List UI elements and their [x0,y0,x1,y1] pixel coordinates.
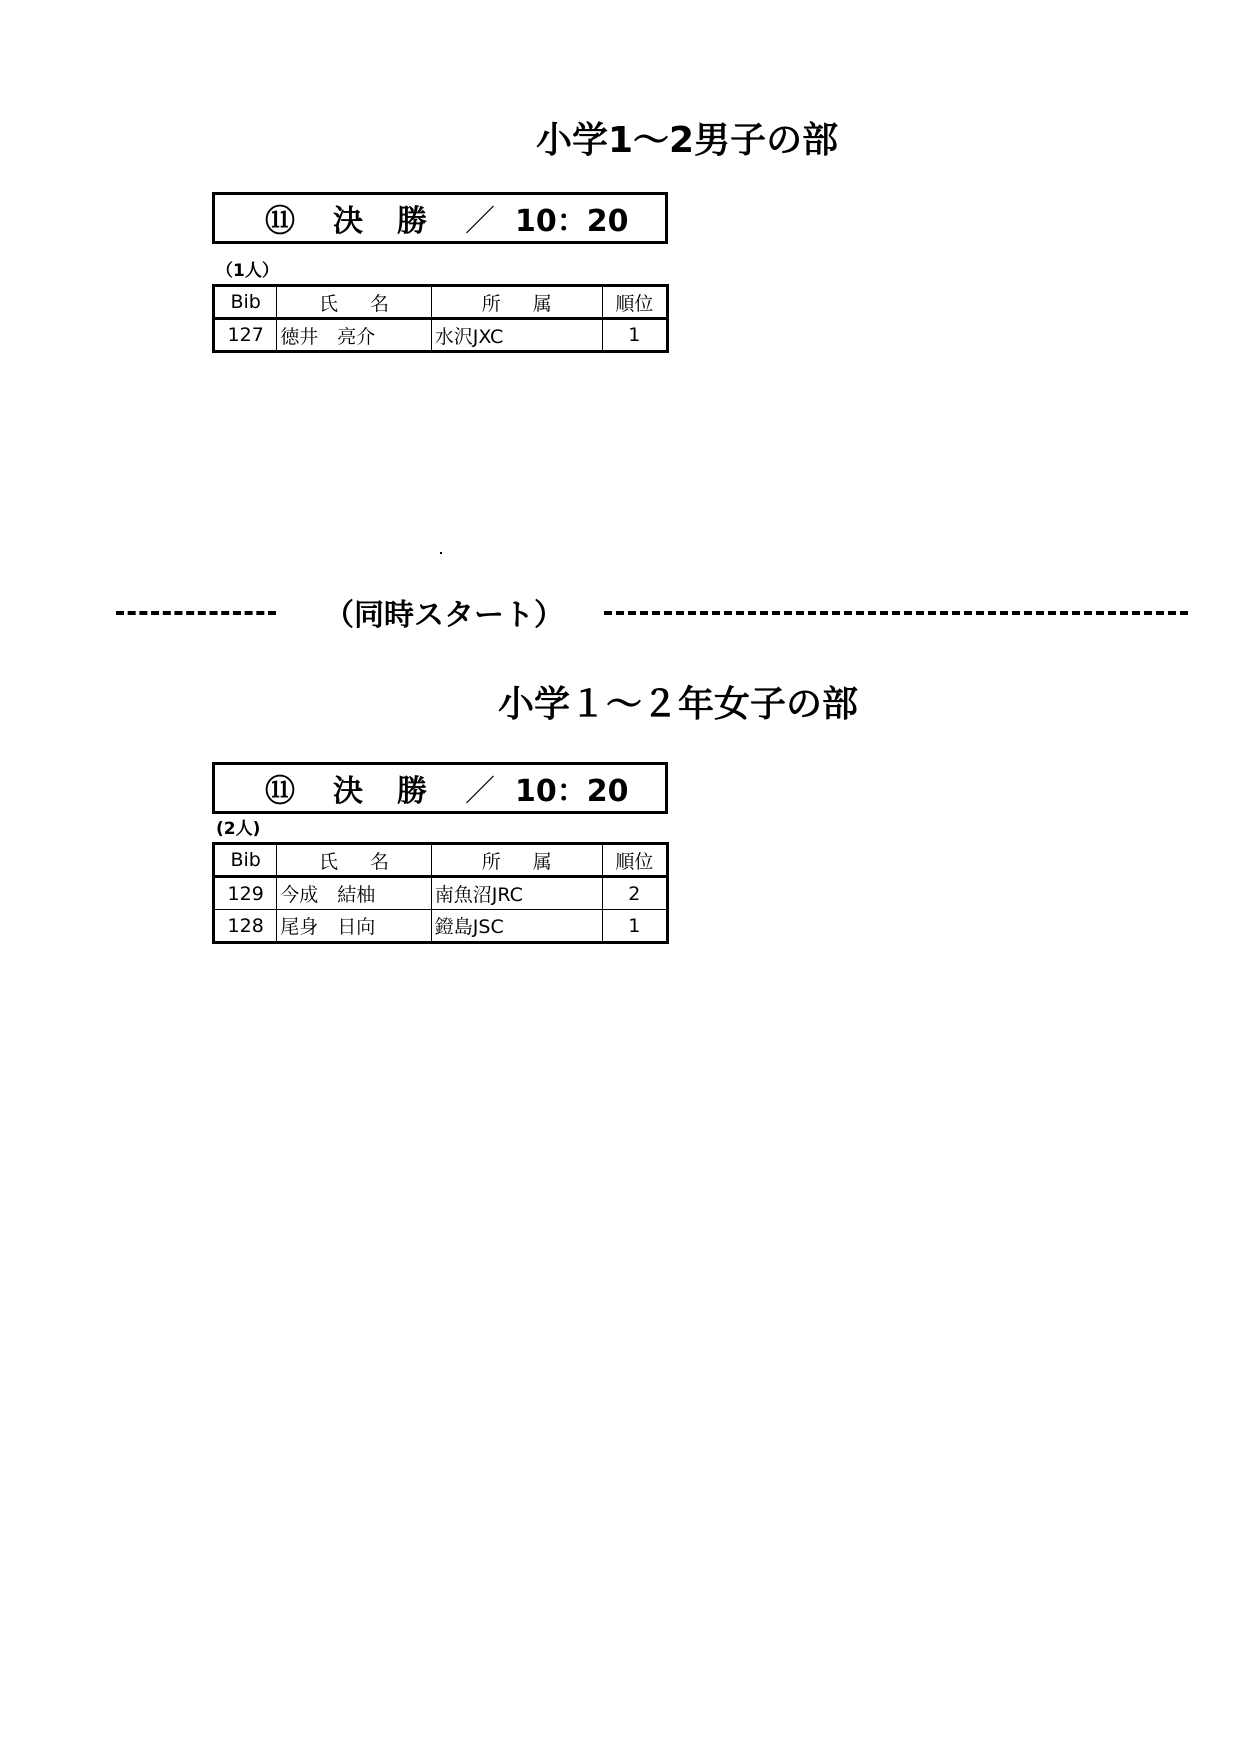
table-header-row [214,286,668,319]
header-rank: 順位 [602,844,667,877]
heat-header-girls [212,762,668,814]
section-title-boys: 小学1〜2男子の部 [536,120,839,161]
heat-slash: ／ [465,204,495,239]
header-name: 氏名 [277,286,432,319]
header-team: 所属 [431,844,602,877]
heat-round: 決勝 [333,774,461,809]
section-title-girls: 小学１〜２年女子の部 [498,684,859,725]
cell-rank: 1 [602,319,667,352]
header-name: 氏名 [277,844,432,877]
heat-time: 10：20 [515,774,629,809]
cell-name: 徳井 亮介 [277,319,432,352]
table-header-row [214,844,668,877]
heat-slash: ／ [465,774,495,809]
cell-team: 鐙島JSC [431,910,602,943]
heat-number: ⑪ [265,774,295,809]
entrant-count-girls: (2人) [216,819,261,839]
divider-label: （同時スタート） [324,598,564,633]
cell-team: 水沢JXC [431,319,602,352]
cell-name: 今成 結柚 [277,877,432,910]
stray-dot [440,552,442,554]
heat-number: ⑪ [265,204,295,239]
dashed-rule-right [604,611,1188,615]
results-table-boys [212,284,669,353]
dashed-rule-left [116,611,276,615]
table-row [214,877,668,910]
header-rank: 順位 [602,286,667,319]
header-team: 所属 [431,286,602,319]
simultaneous-start-divider [116,590,1188,634]
heat-round: 決勝 [333,204,461,239]
header-bib: Bib [214,844,277,877]
results-table-girls [212,842,669,944]
table-row [214,910,668,943]
header-bib: Bib [214,286,277,319]
cell-team: 南魚沼JRC [431,877,602,910]
cell-bib: 128 [214,910,277,943]
cell-name: 尾身 日向 [277,910,432,943]
cell-bib: 129 [214,877,277,910]
cell-rank: 2 [602,877,667,910]
heat-time: 10：20 [515,204,629,239]
heat-header-boys [212,192,668,244]
entrant-count-boys: （1人） [216,261,279,281]
cell-rank: 1 [602,910,667,943]
cell-bib: 127 [214,319,277,352]
table-row [214,319,668,352]
